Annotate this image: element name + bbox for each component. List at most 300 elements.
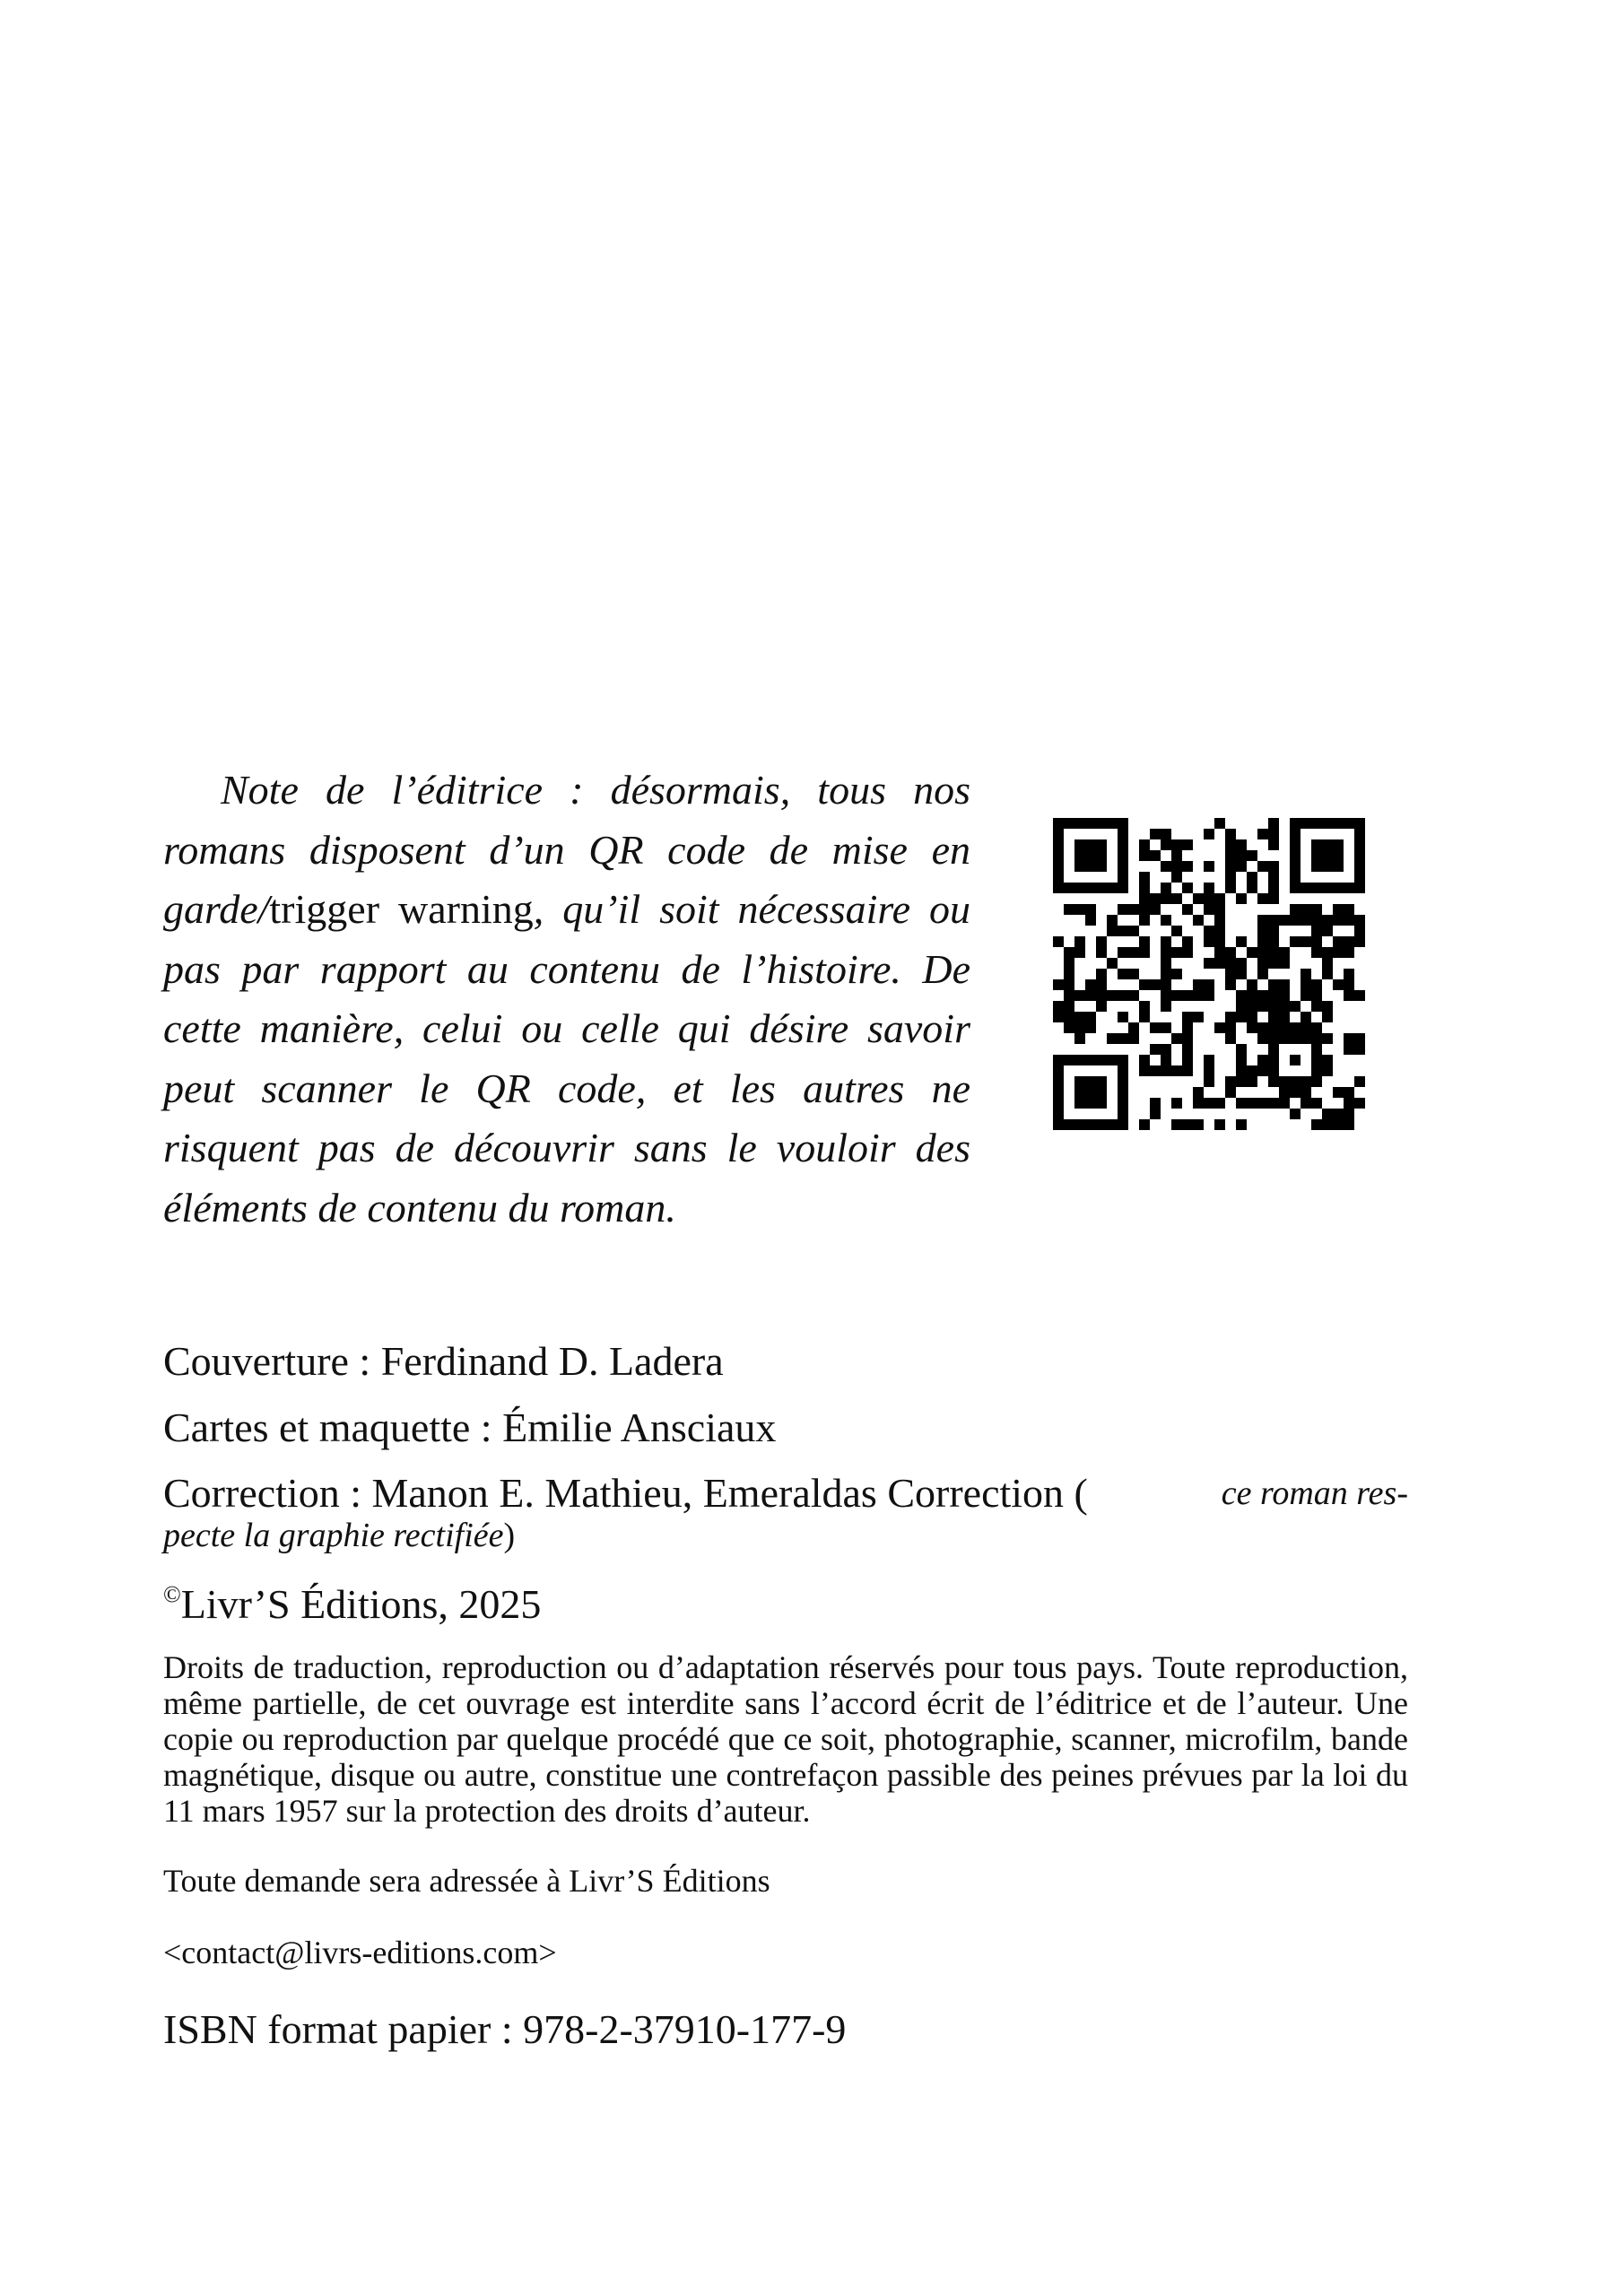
qr-module bbox=[1311, 839, 1322, 850]
qr-module bbox=[1182, 883, 1193, 893]
qr-module bbox=[1182, 861, 1193, 872]
qr-module bbox=[1268, 861, 1279, 872]
qr-module bbox=[1333, 850, 1344, 861]
qr-module bbox=[1118, 1098, 1128, 1109]
qr-module bbox=[1107, 1033, 1118, 1044]
qr-module bbox=[1225, 1022, 1236, 1033]
qr-module bbox=[1074, 1119, 1085, 1130]
qr-module bbox=[1257, 969, 1268, 979]
qr-module bbox=[1161, 893, 1171, 904]
qr-module bbox=[1171, 990, 1182, 1001]
qr-code-icon[interactable] bbox=[1053, 818, 1365, 1130]
qr-module bbox=[1096, 839, 1107, 850]
qr-module bbox=[1204, 1076, 1214, 1087]
qr-module bbox=[1128, 969, 1139, 979]
qr-module bbox=[1333, 904, 1344, 915]
qr-module bbox=[1074, 947, 1085, 958]
qr-module bbox=[1268, 818, 1279, 829]
qr-module bbox=[1150, 829, 1161, 839]
qr-module bbox=[1322, 969, 1333, 979]
qr-module bbox=[1214, 958, 1225, 969]
qr-module bbox=[1096, 818, 1107, 829]
qr-module bbox=[1225, 1033, 1236, 1044]
qr-module bbox=[1161, 883, 1171, 893]
qr-module bbox=[1053, 839, 1064, 850]
qr-module bbox=[1311, 990, 1322, 1001]
qr-module bbox=[1354, 829, 1365, 839]
qr-module bbox=[1279, 915, 1290, 926]
qr-module bbox=[1204, 1065, 1214, 1076]
qr-module bbox=[1161, 990, 1171, 1001]
qr-module bbox=[1268, 1076, 1279, 1087]
qr-module bbox=[1311, 1055, 1322, 1065]
correction-note-part-1: ce roman res- bbox=[1221, 1474, 1408, 1512]
qr-module bbox=[1257, 1033, 1268, 1044]
qr-module bbox=[1268, 958, 1279, 969]
qr-module bbox=[1268, 947, 1279, 958]
qr-module bbox=[1257, 947, 1268, 958]
qr-module bbox=[1344, 990, 1354, 1001]
qr-module bbox=[1182, 1119, 1193, 1130]
qr-module bbox=[1300, 1012, 1311, 1022]
qr-module bbox=[1053, 1119, 1064, 1130]
qr-module bbox=[1118, 883, 1128, 893]
qr-module bbox=[1344, 936, 1354, 947]
qr-module bbox=[1085, 990, 1096, 1001]
qr-module bbox=[1161, 915, 1171, 926]
qr-module bbox=[1236, 861, 1247, 872]
editor-note-trigger-warning: trigger warning bbox=[269, 886, 534, 932]
qr-module bbox=[1053, 1055, 1064, 1065]
qr-module bbox=[1161, 829, 1171, 839]
qr-module bbox=[1236, 1055, 1247, 1065]
correction-credit-main: Correction : Manon E. Mathieu, Emeraldas Correction ( bbox=[163, 1470, 1088, 1516]
qr-module bbox=[1096, 1055, 1107, 1065]
qr-module bbox=[1204, 958, 1214, 969]
qr-module bbox=[1074, 850, 1085, 861]
qr-module bbox=[1300, 904, 1311, 915]
qr-module bbox=[1204, 883, 1214, 893]
copyright-symbol: © bbox=[163, 1581, 181, 1607]
qr-module bbox=[1118, 926, 1128, 936]
qr-module bbox=[1300, 969, 1311, 979]
qr-module bbox=[1064, 979, 1074, 990]
qr-module bbox=[1107, 990, 1118, 1001]
qr-module bbox=[1193, 1098, 1204, 1109]
qr-module bbox=[1311, 1033, 1322, 1044]
qr-module bbox=[1171, 926, 1182, 936]
qr-module bbox=[1096, 936, 1107, 947]
qr-module bbox=[1311, 1044, 1322, 1055]
qr-module bbox=[1193, 1012, 1204, 1022]
qr-module bbox=[1085, 1119, 1096, 1130]
qr-module bbox=[1074, 861, 1085, 872]
qr-module bbox=[1053, 1109, 1064, 1119]
qr-module bbox=[1171, 1065, 1182, 1076]
qr-module bbox=[1074, 990, 1085, 1001]
qr-module bbox=[1139, 1001, 1150, 1012]
qr-module bbox=[1257, 915, 1268, 926]
qr-module bbox=[1128, 990, 1139, 1001]
qr-module bbox=[1333, 936, 1344, 947]
qr-module bbox=[1225, 979, 1236, 990]
qr-module bbox=[1257, 829, 1268, 839]
qr-module bbox=[1171, 861, 1182, 872]
qr-module bbox=[1257, 1098, 1268, 1109]
qr-module bbox=[1322, 839, 1333, 850]
qr-module bbox=[1214, 818, 1225, 829]
qr-module bbox=[1279, 958, 1290, 969]
qr-module bbox=[1096, 1087, 1107, 1098]
qr-module bbox=[1290, 1109, 1300, 1119]
qr-module bbox=[1354, 926, 1365, 936]
qr-module bbox=[1290, 883, 1300, 893]
qr-module bbox=[1139, 915, 1150, 926]
qr-module bbox=[1333, 1119, 1344, 1130]
qr-module bbox=[1333, 883, 1344, 893]
qr-module bbox=[1053, 1087, 1064, 1098]
qr-module bbox=[1236, 850, 1247, 861]
qr-module bbox=[1182, 1044, 1193, 1055]
qr-module bbox=[1344, 1087, 1354, 1098]
qr-module bbox=[1290, 850, 1300, 861]
qr-module bbox=[1182, 1055, 1193, 1065]
qr-module bbox=[1333, 818, 1344, 829]
qr-module bbox=[1322, 850, 1333, 861]
qr-module bbox=[1247, 990, 1257, 1001]
editor-note-text-1: Note de l’éditrice : désormais, tous nos romans disposent d’un QR code de mise en garde/ bbox=[163, 767, 970, 932]
qr-module bbox=[1290, 818, 1300, 829]
qr-module bbox=[1225, 861, 1236, 872]
maps-layout-credit: Cartes et maquette : Émilie Ansciaux bbox=[163, 1405, 777, 1450]
qr-module bbox=[1300, 979, 1311, 990]
copyright-text: Livr’S Éditions, 2025 bbox=[180, 1581, 542, 1627]
qr-module bbox=[1085, 1087, 1096, 1098]
qr-module bbox=[1085, 850, 1096, 861]
credits-block bbox=[163, 1336, 1408, 2055]
qr-module bbox=[1257, 958, 1268, 969]
qr-module bbox=[1354, 861, 1365, 872]
qr-module bbox=[1279, 1012, 1290, 1022]
qr-module bbox=[1204, 829, 1214, 839]
qr-module bbox=[1204, 893, 1214, 904]
qr-module bbox=[1053, 818, 1064, 829]
qr-module bbox=[1322, 915, 1333, 926]
qr-module bbox=[1214, 904, 1225, 915]
qr-module bbox=[1354, 818, 1365, 829]
qr-module bbox=[1150, 893, 1161, 904]
qr-module bbox=[1333, 1109, 1344, 1119]
qr-module bbox=[1128, 947, 1139, 958]
qr-module bbox=[1118, 818, 1128, 829]
qr-module bbox=[1118, 990, 1128, 1001]
qr-module bbox=[1053, 872, 1064, 883]
qr-module bbox=[1268, 1001, 1279, 1012]
qr-module bbox=[1107, 915, 1118, 926]
qr-module bbox=[1074, 904, 1085, 915]
qr-module bbox=[1279, 990, 1290, 1001]
qr-module bbox=[1257, 861, 1268, 872]
qr-module bbox=[1171, 947, 1182, 958]
qr-module bbox=[1139, 1012, 1150, 1022]
qr-module bbox=[1279, 1076, 1290, 1087]
qr-module bbox=[1300, 1087, 1311, 1098]
qr-module bbox=[1074, 1098, 1085, 1109]
qr-module bbox=[1268, 990, 1279, 1001]
qr-module bbox=[1300, 936, 1311, 947]
qr-module bbox=[1279, 1098, 1290, 1109]
qr-module bbox=[1118, 861, 1128, 872]
qr-module bbox=[1225, 969, 1236, 979]
qr-module bbox=[1268, 1055, 1279, 1065]
qr-module bbox=[1300, 883, 1311, 893]
qr-module bbox=[1161, 936, 1171, 947]
qr-module bbox=[1311, 818, 1322, 829]
qr-module bbox=[1128, 1022, 1139, 1033]
qr-module bbox=[1150, 1065, 1161, 1076]
qr-module bbox=[1064, 883, 1074, 893]
qr-module bbox=[1182, 1022, 1193, 1033]
qr-module bbox=[1118, 947, 1128, 958]
qr-module bbox=[1268, 1022, 1279, 1033]
qr-module bbox=[1096, 969, 1107, 979]
qr-module bbox=[1236, 969, 1247, 979]
qr-module bbox=[1333, 1087, 1344, 1098]
qr-module bbox=[1074, 1087, 1085, 1098]
qr-module bbox=[1161, 1065, 1171, 1076]
qr-module bbox=[1085, 1022, 1096, 1033]
qr-module bbox=[1354, 936, 1365, 947]
qr-module bbox=[1074, 818, 1085, 829]
qr-module bbox=[1311, 861, 1322, 872]
qr-module bbox=[1107, 1119, 1118, 1130]
qr-module bbox=[1225, 829, 1236, 839]
qr-module bbox=[1344, 1109, 1354, 1119]
qr-module bbox=[1333, 947, 1344, 958]
qr-module bbox=[1171, 839, 1182, 850]
qr-module bbox=[1171, 969, 1182, 979]
qr-module bbox=[1096, 979, 1107, 990]
qr-module bbox=[1150, 1022, 1161, 1033]
qr-module bbox=[1139, 1065, 1150, 1076]
qr-module bbox=[1311, 1022, 1322, 1033]
qr-module bbox=[1171, 1119, 1182, 1130]
qr-module bbox=[1268, 839, 1279, 850]
qr-module bbox=[1344, 1044, 1354, 1055]
qr-module bbox=[1290, 839, 1300, 850]
qr-module bbox=[1311, 1076, 1322, 1087]
qr-module bbox=[1193, 990, 1204, 1001]
qr-module bbox=[1247, 1076, 1257, 1087]
qr-module bbox=[1085, 883, 1096, 893]
qr-module bbox=[1074, 883, 1085, 893]
qr-module bbox=[1344, 904, 1354, 915]
qr-module bbox=[1118, 1119, 1128, 1130]
qr-module bbox=[1322, 818, 1333, 829]
qr-module bbox=[1322, 1012, 1333, 1022]
qr-module bbox=[1161, 1022, 1171, 1033]
qr-module bbox=[1333, 915, 1344, 926]
qr-module bbox=[1107, 1055, 1118, 1065]
correction-close-paren: ) bbox=[503, 1517, 516, 1554]
qr-module bbox=[1300, 818, 1311, 829]
qr-module bbox=[1290, 915, 1300, 926]
qr-module bbox=[1322, 861, 1333, 872]
qr-module bbox=[1182, 1012, 1193, 1022]
qr-module bbox=[1268, 936, 1279, 947]
qr-module bbox=[1139, 850, 1150, 861]
qr-module bbox=[1290, 1022, 1300, 1033]
qr-module bbox=[1182, 1065, 1193, 1076]
qr-module bbox=[1236, 839, 1247, 850]
qr-module bbox=[1214, 915, 1225, 926]
qr-module bbox=[1214, 926, 1225, 936]
qr-module bbox=[1322, 1001, 1333, 1012]
qr-module bbox=[1107, 883, 1118, 893]
qr-module bbox=[1053, 883, 1064, 893]
qr-module bbox=[1064, 969, 1074, 979]
qr-module bbox=[1236, 1044, 1247, 1055]
qr-module bbox=[1344, 969, 1354, 979]
qr-module bbox=[1290, 936, 1300, 947]
qr-module bbox=[1354, 1044, 1365, 1055]
qr-module bbox=[1182, 990, 1193, 1001]
qr-module bbox=[1118, 1076, 1128, 1087]
qr-module bbox=[1118, 829, 1128, 839]
qr-module bbox=[1225, 1087, 1236, 1098]
qr-module bbox=[1322, 958, 1333, 969]
qr-module bbox=[1150, 1044, 1161, 1055]
qr-module bbox=[1257, 1022, 1268, 1033]
qr-module bbox=[1096, 883, 1107, 893]
qr-module bbox=[1053, 1076, 1064, 1087]
qr-module bbox=[1118, 904, 1128, 915]
qr-module bbox=[1096, 1119, 1107, 1130]
contact-email[interactable]: <contact@livrs-editions.com> bbox=[163, 1935, 557, 1970]
qr-module bbox=[1300, 990, 1311, 1001]
qr-module bbox=[1354, 872, 1365, 883]
qr-module bbox=[1118, 1012, 1128, 1022]
qr-module bbox=[1193, 1119, 1204, 1130]
rights-notice: Droits de traduction, reproduction ou d’adaptation réservés pour tous pays. Toute reproduction, même partielle, de cet ouvrage est interdite sans l’accord écrit de l’éditrice et de l’auteur. Une copie ou reproduction par quelque procédé que ce soit, photographie, scanner, microfilm, bande magnétique, disque ou autre, constitue une contrefaçon passible des peines prévues par la loi du 11 mars 1957 sur la protection des droits d’auteur. bbox=[163, 1649, 1408, 1829]
qr-module bbox=[1064, 1119, 1074, 1130]
qr-module bbox=[1182, 904, 1193, 915]
isbn-line: ISBN format papier : 978-2-37910-177-9 bbox=[163, 2006, 847, 2052]
qr-module bbox=[1333, 861, 1344, 872]
qr-module bbox=[1182, 936, 1193, 947]
contact-request: Toute demande sera adressée à Livr’S Éditions bbox=[163, 1863, 770, 1899]
qr-module bbox=[1279, 979, 1290, 990]
qr-module bbox=[1214, 936, 1225, 947]
qr-module bbox=[1096, 1098, 1107, 1109]
qr-module bbox=[1139, 1055, 1150, 1065]
qr-module bbox=[1064, 947, 1074, 958]
qr-module bbox=[1193, 893, 1204, 904]
qr-module bbox=[1064, 1022, 1074, 1033]
qr-module bbox=[1247, 1001, 1257, 1012]
copyright-line bbox=[163, 1570, 1408, 1630]
editor-note-text-2: , qu’il soit nécessaire ou pas par rapport au contenu de l’histoire. De cette manière, celui ou celle qui désire savoir peut scanner le QR code, et les autres ne risquent pas de découvrir sans le vouloir des éléments de contenu du roman. bbox=[163, 886, 970, 1231]
qr-module bbox=[1107, 958, 1118, 969]
qr-module bbox=[1311, 926, 1322, 936]
qr-module bbox=[1118, 1087, 1128, 1098]
qr-module bbox=[1225, 1012, 1236, 1022]
qr-module bbox=[1236, 1001, 1247, 1012]
qr-module bbox=[1161, 969, 1171, 979]
qr-module bbox=[1150, 979, 1161, 990]
qr-module bbox=[1257, 1055, 1268, 1065]
qr-module bbox=[1053, 1012, 1064, 1022]
qr-module bbox=[1074, 1055, 1085, 1065]
qr-module bbox=[1139, 883, 1150, 893]
qr-module bbox=[1074, 1033, 1085, 1044]
qr-module bbox=[1290, 1076, 1300, 1087]
qr-module bbox=[1290, 1001, 1300, 1012]
qr-module bbox=[1193, 915, 1204, 926]
qr-module bbox=[1344, 818, 1354, 829]
qr-module bbox=[1311, 1065, 1322, 1076]
qr-module bbox=[1236, 893, 1247, 904]
qr-module bbox=[1214, 1022, 1225, 1033]
qr-module bbox=[1074, 1022, 1085, 1033]
qr-module bbox=[1279, 1087, 1290, 1098]
qr-module bbox=[1344, 1119, 1354, 1130]
qr-module bbox=[1214, 1119, 1225, 1130]
qr-module bbox=[1064, 1055, 1074, 1065]
qr-module bbox=[1150, 1098, 1161, 1109]
qr-module bbox=[1085, 839, 1096, 850]
qr-module bbox=[1322, 1109, 1333, 1119]
qr-module bbox=[1182, 839, 1193, 850]
qr-module bbox=[1204, 990, 1214, 1001]
qr-module bbox=[1204, 861, 1214, 872]
qr-module bbox=[1182, 1033, 1193, 1044]
qr-module bbox=[1204, 979, 1214, 990]
qr-module bbox=[1085, 979, 1096, 990]
qr-module bbox=[1139, 947, 1150, 958]
qr-module bbox=[1268, 883, 1279, 893]
qr-module bbox=[1322, 947, 1333, 958]
cover-credit: Couverture : Ferdinand D. Ladera bbox=[163, 1338, 724, 1384]
qr-module bbox=[1268, 1098, 1279, 1109]
qr-module bbox=[1236, 1065, 1247, 1076]
qr-module bbox=[1139, 893, 1150, 904]
qr-module bbox=[1247, 850, 1257, 861]
qr-module bbox=[1182, 947, 1193, 958]
qr-module bbox=[1096, 850, 1107, 861]
qr-module bbox=[1290, 1055, 1300, 1065]
qr-module bbox=[1096, 861, 1107, 872]
qr-module bbox=[1128, 904, 1139, 915]
qr-module bbox=[1085, 861, 1096, 872]
qr-module bbox=[1279, 1001, 1290, 1012]
qr-module bbox=[1118, 1065, 1128, 1076]
qr-module bbox=[1085, 1098, 1096, 1109]
editor-note bbox=[163, 761, 970, 1238]
qr-module bbox=[1268, 979, 1279, 990]
qr-module bbox=[1139, 936, 1150, 947]
qr-module bbox=[1290, 1087, 1300, 1098]
qr-module bbox=[1053, 936, 1064, 947]
qr-module bbox=[1300, 1022, 1311, 1033]
qr-module bbox=[1128, 1033, 1139, 1044]
qr-module bbox=[1085, 818, 1096, 829]
qr-module bbox=[1268, 1065, 1279, 1076]
qr-module bbox=[1290, 1033, 1300, 1044]
qr-module bbox=[1139, 839, 1150, 850]
qr-module bbox=[1354, 1076, 1365, 1087]
qr-module bbox=[1064, 904, 1074, 915]
